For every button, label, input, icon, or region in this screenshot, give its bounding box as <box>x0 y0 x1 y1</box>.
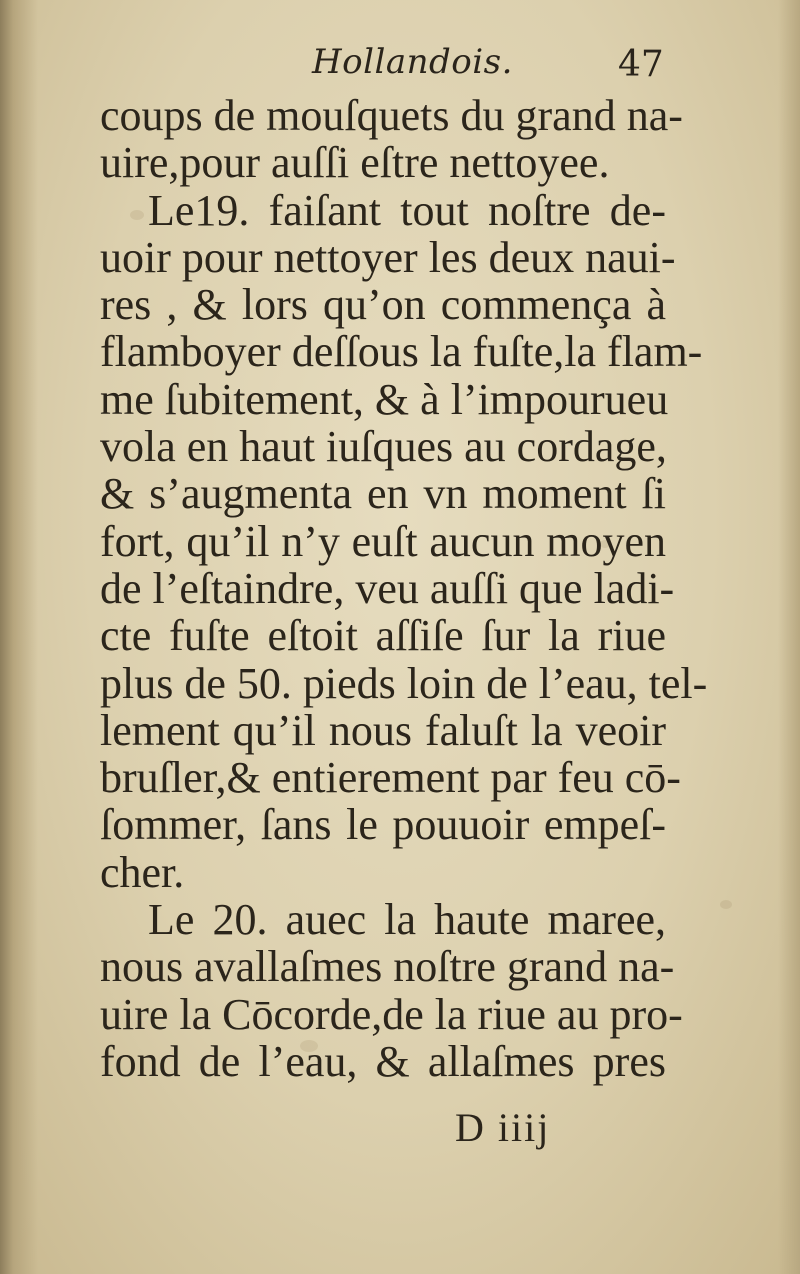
text-line: Le 20. auec la haute maree, <box>148 895 666 945</box>
page-edge <box>778 0 800 1274</box>
page-number: 47 <box>618 44 664 85</box>
binding-shadow <box>0 0 38 1274</box>
signature-mark: D iiij <box>455 1105 551 1150</box>
text-line: fond de l’eau, & allaſmes pres <box>100 1036 666 1086</box>
text-line: Le19. faiſant tout noſtre de- <box>148 185 666 235</box>
text-line: fort, qu’il n’y euſt aucun moyen <box>100 516 666 566</box>
text-line: cte fuſte eſtoit aſſiſe ſur la riue <box>100 611 666 661</box>
text-line: vola en haut iuſques au cordage, <box>100 422 667 472</box>
text-line: & s’augmenta en vn moment ſi <box>100 469 666 519</box>
text-line: nous avallaſmes noſtre grand na- <box>100 942 675 992</box>
paper-spot <box>720 900 732 909</box>
text-line: bruſler,& entierement par feu cō- <box>100 753 681 803</box>
text-line: uoir pour nettoyer les deux naui- <box>100 232 676 282</box>
running-head-title: Hollandois. <box>312 42 513 82</box>
text-line: me ſubitement, & à l’impouruеu <box>100 374 669 424</box>
running-head <box>0 38 800 98</box>
text-line: ſommer, ſans le pouuoir empeſ- <box>100 800 666 850</box>
text-line: flamboyer deſſous la fuſte,la flam- <box>100 327 703 377</box>
text-line: de l’eſtaindre, veu auſſi que ladi- <box>100 563 675 613</box>
body-text <box>100 91 708 1086</box>
text-line: plus de 50. pieds loin de l’eau, tel- <box>100 658 708 708</box>
text-line: lement qu’il nous faluſt la veoir <box>100 705 666 755</box>
text-line: uire,pour auſſi eſtre nettoyee. <box>100 138 610 188</box>
text-line: uire la Cōcorde,de la riue au pro- <box>100 989 683 1039</box>
text-line: res , & lors qu’on commença à <box>100 280 666 330</box>
text-line: cher. <box>100 847 185 897</box>
text-line: coups de mouſquets du grand na- <box>100 91 683 140</box>
